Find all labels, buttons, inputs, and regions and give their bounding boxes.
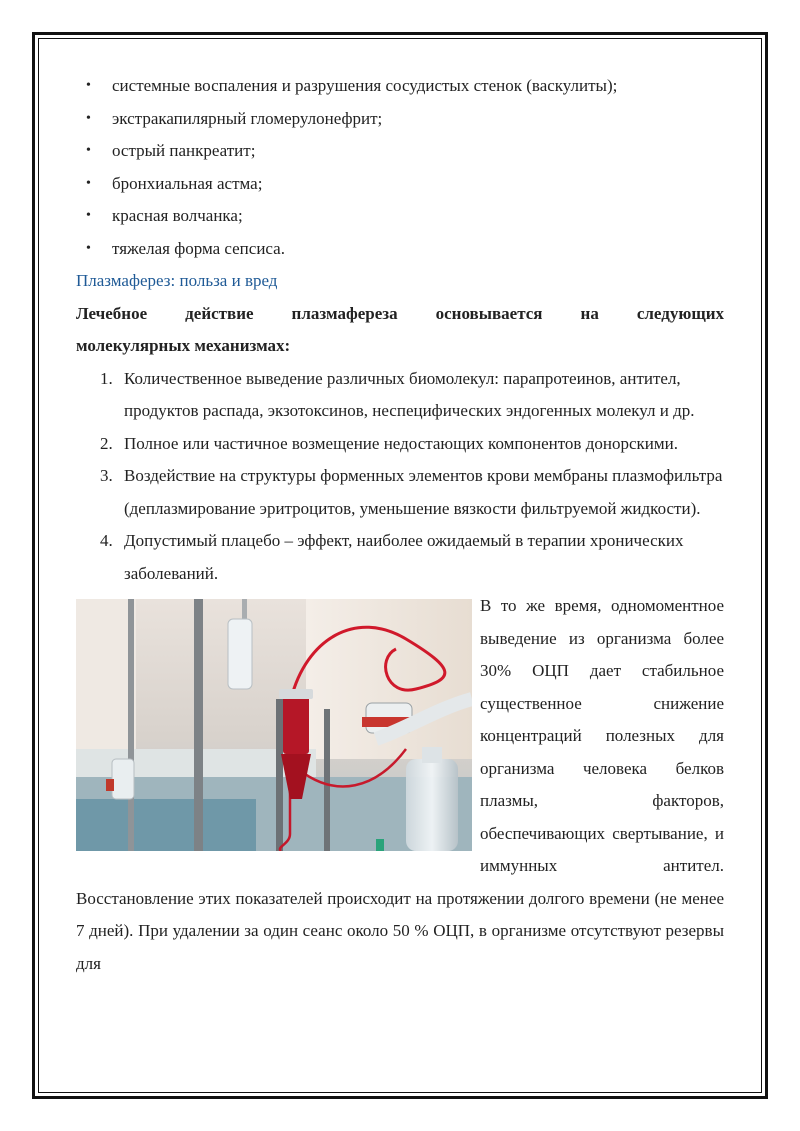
bullet-icon: • (86, 78, 91, 93)
mechanisms-heading: Лечебное действие плазмафереза основывается на следующих молекулярных механизмах: (76, 303, 724, 355)
list-item: • бронхиальная астма; (76, 168, 724, 201)
list-item: • тяжелая форма сепсиса. (76, 233, 724, 266)
list-item: • экстракапилярный гломерулонефрит; (76, 103, 724, 136)
list-item: • острый панкреатит; (76, 135, 724, 168)
list-item: 3. Воздействие на структуры форменных элементов крови мембраны плазмофильтра (деплазмирование эритроцитов, уменьшение вязкости фильтруемой жидкости). (100, 466, 723, 518)
list-item: 1. Количественное выведение различных биомолекул: парапротеинов, антител, продуктов распада, экзотоксинов, неспецифических эндогенных молекул и др. (100, 368, 695, 420)
indications-list (76, 70, 724, 265)
list-item: • красная волчанка; (76, 200, 724, 233)
mechanisms-list (76, 363, 724, 591)
bullet-icon: • (86, 143, 91, 158)
body-paragraph: В то же время, одномоментное выведение из организма более 30% ОЦП дает стабильное существенное снижение концентраций полезных для организма человека белков плазмы, факторов, обеспечивающих свертывание, и иммунных антител. Восстановление этих показателей происходит на протяжении долгого времени (не менее 7 дней). При удалении за один сеанс около 50 % ОЦП, в организме отсутствуют резервы для (76, 596, 724, 973)
bullet-icon: • (86, 208, 91, 223)
bullet-icon: • (86, 110, 91, 126)
list-item: • системные воспаления и разрушения сосудистых стенок (васкулиты); (76, 70, 724, 103)
document-content (76, 70, 724, 980)
section-link[interactable]: Плазмаферез: польза и вред (76, 271, 278, 290)
text-with-figure (76, 590, 724, 980)
list-item: 4. Допустимый плацебо – эффект, наиболее ожидаемый в терапии хронических заболеваний. (100, 531, 684, 583)
bullet-icon: • (86, 175, 91, 191)
list-item: 2. Полное или частичное возмещение недостающих компонентов донорскими. (100, 433, 678, 453)
bullet-icon: • (86, 240, 91, 256)
plasmapheresis-photo (76, 599, 472, 851)
